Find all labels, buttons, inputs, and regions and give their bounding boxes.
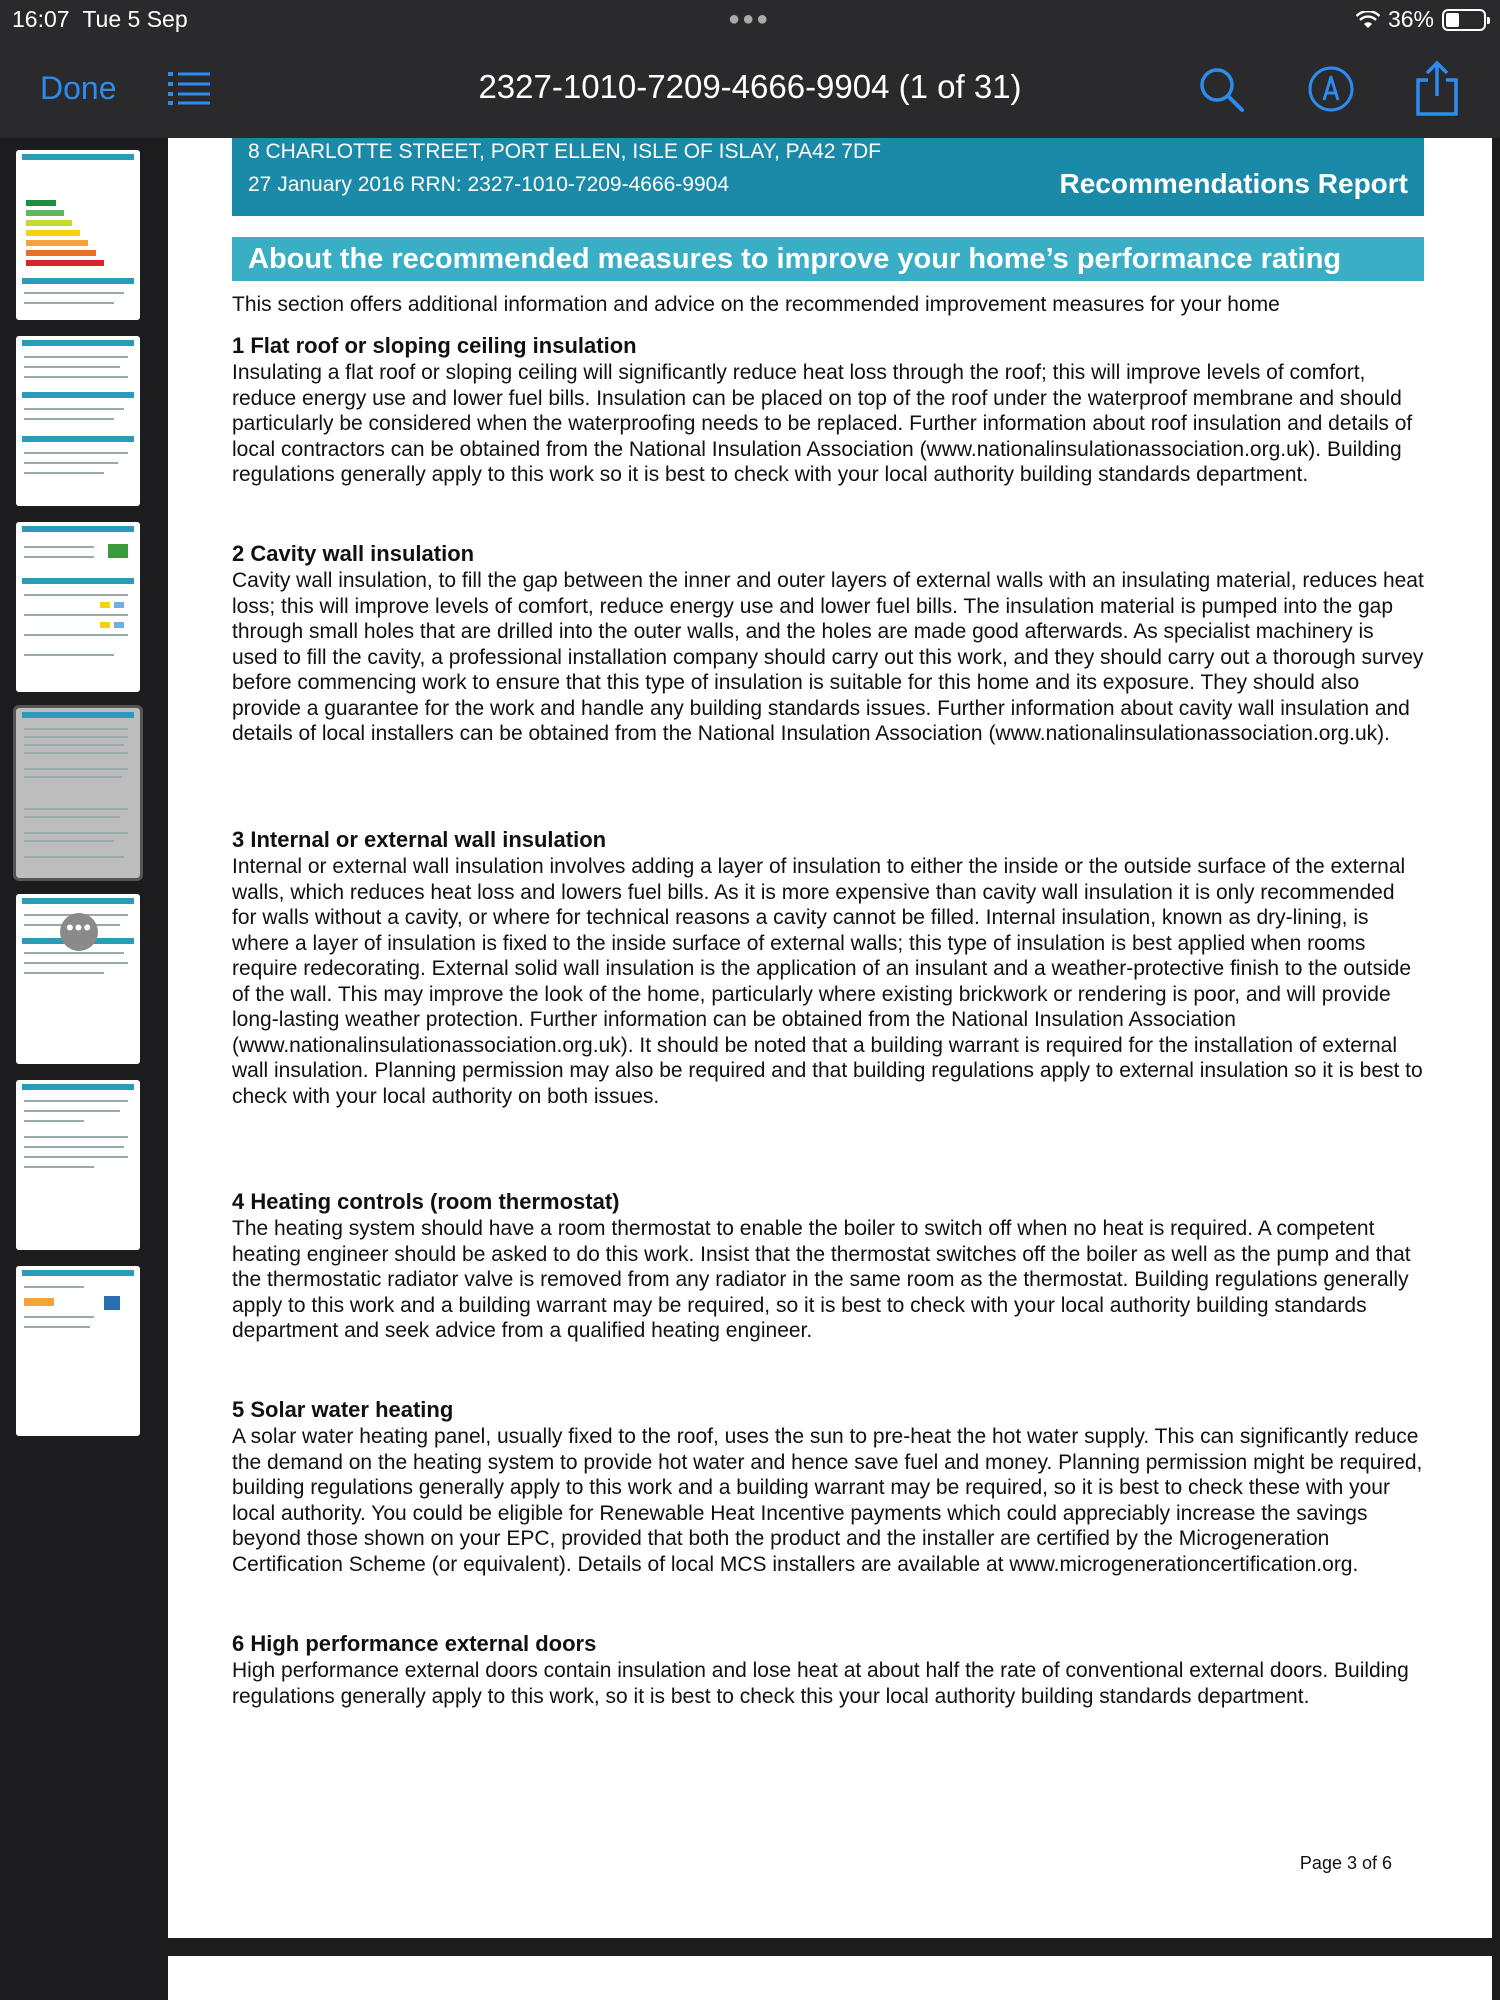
next-page-top (168, 1956, 1492, 2000)
multitasking-dots-icon[interactable]: ●●● (728, 8, 771, 30)
page-thumbnail-6[interactable] (16, 1080, 140, 1250)
report-title: Recommendations Report (1059, 168, 1408, 199)
document-title: 2327-1010-7209-4666-9904 (1 of 31) (478, 68, 1022, 105)
measure-title: 1 Flat roof or sloping ceiling insulation (232, 333, 637, 358)
status-bar (0, 0, 1500, 40)
report-header (232, 138, 1424, 216)
page-thumbnail-2[interactable] (16, 336, 140, 506)
more-icon[interactable]: ••• (60, 913, 98, 951)
page-separator (150, 1938, 1500, 1956)
document-page (168, 138, 1492, 1938)
property-address: 8 CHARLOTTE STREET, PORT ELLEN, ISLE OF ISLAY, PA42 7DF (248, 140, 881, 163)
section-intro: This section offers additional information and advice on the recommended improvement measures for your home (232, 293, 1280, 316)
measure-3 (232, 826, 1424, 1109)
date-rrn: 27 January 2016 RRN: 2327-1010-7209-4666-9904 (248, 173, 730, 196)
battery-percentage: 36% (1387, 6, 1434, 32)
wifi-icon (1356, 11, 1380, 29)
search-icon[interactable] (1196, 64, 1246, 114)
section-title: About the recommended measures to improve your home’s performance rating (232, 237, 1424, 281)
measure-body: A solar water heating panel, usually fixed to the roof, uses the sun to pre-heat the hot water supply. This can significantly reduce the demand on the heating system to provide hot water and hence save fuel and money. Planning permission might be required, building regulations generally apply to this work and a building warrant may be required, so it is best to check these with your local authority. You could be eligible for Renewable Heat Incentive payments which could appreciably increase the savings beyond those shown on your EPC, provided that both the product and the installer are certified by the Microgeneration Certification Scheme (or equivalent). Details of local MCS installers are available at www.microgenerationcertification.org. (232, 1425, 1423, 1576)
measure-body: The heating system should have a room thermostat to enable the boiler to switch off when no heat is required. A competent heating engineer should be asked to do this work. Insist that the thermostat switches off the boiler as well as the pump and that the thermostatic radiator valve is removed from any radiator in the same room as the thermostat. Building regulations generally apply to this work and a building warrant may be required, so it is best to check with your local authority building standards department and seek advice from a qualified heating engineer. (232, 1217, 1411, 1342)
page-thumbnail-1[interactable] (16, 150, 140, 320)
measure-1 (232, 332, 1424, 488)
measure-body: Insulating a flat roof or sloping ceiling will significantly reduce heat loss through the roof; this will improve levels of comfort, reduce energy use and lower fuel bills. Insulation can be placed on top of the roof under the waterproof membrane and should particularly be considered when the waterproofing needs to be replaced. Further information about roof insulation and details of local contractors can be obtained from the National Insulation Association (www.nationalinsulationassociation.org.uk). Building regulations generally apply to this work so it is best to check with your local authority building standards department. (232, 361, 1413, 486)
measure-body: Internal or external wall insulation involves adding a layer of insulation to either the inside or the outside surface of the external walls, which reduces heat loss and lowers fuel bills. As it is more expensive than cavity wall insulation it is only recommended for walls without a cavity, or where for technical reasons a cavity cannot be filled. Internal insulation, known as dry-lining, is where a layer of insulation is fixed to the inside surface of external walls; this type of insulation is best applied when rooms require redecorating. External solid wall insulation is the application of an insulant and a weather-protective finish to the outside of the wall. This may improve the look of the home, particularly where existing brickwork or rendering is poor, and will provide long-lasting weather protection. Further information can be obtained from the National Insulation Association (www.nationalinsulationassociation.org.uk). It should be noted that a building warrant is required for the installation of external wall insulation. Planning permission may also be required and that building regulations apply to external insulation so it is best to check with your local authority on both issues. (232, 855, 1423, 1108)
page-thumbnail-7[interactable] (16, 1266, 140, 1436)
measure-body: High performance external doors contain insulation and lose heat at about half the rate of conventional external doors. Building regulations generally apply to this work, so it is best to check this your local authority building standards department. (232, 1659, 1409, 1708)
measure-6 (232, 1630, 1424, 1709)
share-icon[interactable] (1414, 60, 1460, 116)
page-thumbnail-4[interactable] (16, 708, 140, 878)
markup-icon[interactable] (1306, 64, 1356, 114)
measure-title: 6 High performance external doors (232, 1631, 597, 1656)
measure-title: 4 Heating controls (room thermostat) (232, 1189, 620, 1214)
status-time: 16:07 Tue 5 Sep (12, 6, 188, 32)
measure-4 (232, 1188, 1424, 1344)
nav-bar (0, 40, 1500, 138)
measure-title: 3 Internal or external wall insulation (232, 827, 607, 852)
status-indicators (1356, 6, 1486, 33)
measure-5 (232, 1396, 1424, 1577)
measure-body: Cavity wall insulation, to fill the gap between the inner and outer layers of external walls with an insulating material, reduces heat loss; this will improve levels of comfort, reduce energy use and lower fuel bills. The insulation material is pumped into the gap through small holes that are drilled into the outer walls, and the holes are made good afterwards. As specialist machinery is used to fill the cavity, a professional installation company should carry out this work, and they should carry out a thorough survey before commencing work to ensure that this type of insulation is suitable for this home and its exposure. They should also provide a guarantee for the work and handle any building standards issues. Further information about cavity wall insulation and details of local installers can be obtained from the National Insulation Association (www.nationalinsulationassociation.org.uk). (232, 569, 1424, 745)
measure-title: 5 Solar water heating (232, 1397, 454, 1422)
done-button[interactable]: Done (40, 70, 117, 106)
measure-2 (232, 540, 1424, 747)
thumbnail-sidebar (0, 138, 150, 2000)
battery-icon (1442, 9, 1486, 31)
page-thumbnail-3[interactable] (16, 522, 140, 692)
page-number: Page 3 of 6 (1299, 1853, 1392, 1873)
measure-title: 2 Cavity wall insulation (232, 541, 475, 566)
